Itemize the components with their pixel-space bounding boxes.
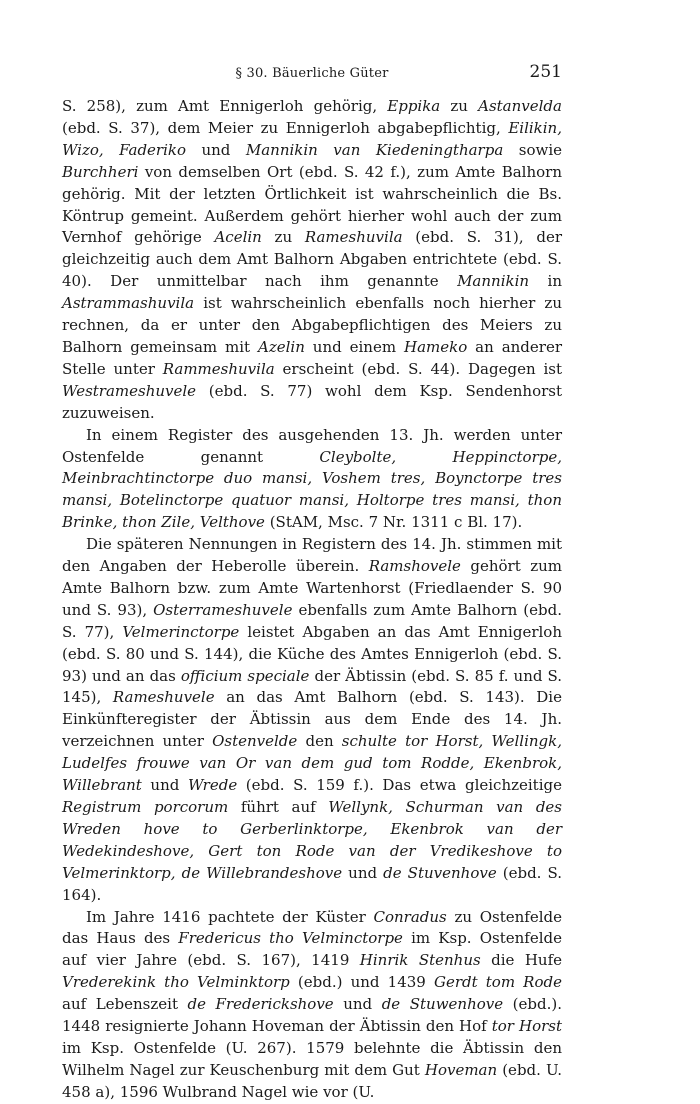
text-run: ist wahrscheinlich ebenfalls noch hierher zu rechnen, da er unter den Abgabepflichtigen des Meiers zu Balhorn gemeinsam mit	[62, 294, 562, 356]
text-run: an anderer Stelle unter	[62, 337, 562, 378]
text-run: (ebd.) und 1439	[289, 973, 434, 992]
italic-name: Eppika	[387, 97, 441, 115]
text-run: der Äbtissin (ebd. S. 85 f. und S. 145),	[62, 666, 562, 707]
text-run: führt auf	[228, 798, 329, 816]
italic-name: Ostenvelde	[212, 732, 298, 751]
italic-name: Rameshuvila	[304, 228, 403, 247]
text-run: ebenfalls zum Amte Balhorn (ebd. S. 77),	[62, 600, 562, 641]
italic-name: Astrammashuvila	[62, 294, 195, 313]
italic-name: Rameshuvele	[112, 688, 215, 707]
italic-name: Astanvelda	[478, 97, 562, 115]
italic-name: Mannikin	[457, 272, 530, 291]
italic-name: Fredericus tho Velminctorpe	[178, 929, 403, 948]
text-run: (ebd. S. 37), dem Meier zu Ennigerloh abgabepflichtig,	[62, 118, 509, 137]
italic-name: Wrede	[187, 776, 238, 795]
text-run: und	[186, 140, 246, 159]
italic-name: Conradus	[373, 907, 447, 926]
text-run: an das Amt Balhorn (ebd. S. 143). Die Einkünfteregister der Äbtissin aus dem Ende des 14. Jh. verzeichnen unter	[62, 688, 562, 751]
page-number: 251	[529, 62, 562, 82]
italic-name: Hameko	[404, 337, 468, 356]
italic-name: Acelin	[214, 228, 262, 247]
paragraph	[62, 907, 562, 1104]
book-page	[62, 62, 562, 1104]
paragraph	[62, 534, 562, 906]
text-run: Im Jahre 1416 pachtete der Küster	[86, 907, 374, 926]
italic-name: tor Horst	[491, 1017, 562, 1036]
text-run: (ebd. S. 31), der gleichzeitig auch dem Amt Balhorn Abgaben entrichtete (ebd. S. 40). Der unmittelbar nach ihm genannte	[62, 228, 562, 291]
italic-name: Cleybolte, Heppinctorpe, Meinbrachtinctorpe duo mansi, Voshem tres, Boynctorpe tres mansi, Botelinctorpe quatuor mansi, Holtorpe tres mansi, thon Brinke, thon Zile, Velthove	[62, 447, 563, 532]
italic-name: Burchheri	[62, 162, 139, 181]
text-run: die Hufe	[480, 951, 562, 970]
paragraph	[62, 425, 562, 535]
italic-name: Eilikin, Wizo, Faderiko	[62, 118, 562, 159]
text-run: zu Ostenfelde das Haus des	[62, 907, 562, 948]
text-run: zu	[261, 228, 305, 247]
text-run: den	[297, 732, 342, 751]
text-run: und einem	[304, 337, 404, 356]
text-run: gehört zum Amte Balhorn bzw. zum Amte Wartenhorst (Friedlaender S. 90 und S. 93),	[62, 557, 562, 619]
italic-name: Hinrik Stenhus	[359, 951, 481, 970]
text-run: S. 258), zum Amt Ennigerloh gehörig,	[62, 97, 388, 115]
text-run: und	[141, 776, 188, 795]
text-run: In einem Register des ausgehenden 13. Jh. werden unter Ostenfelde genannt	[62, 425, 562, 466]
italic-name: Mannikin van Kiedeningtharpa	[245, 140, 504, 159]
text-run: und	[333, 995, 382, 1014]
italic-name: Rammeshuvila	[162, 359, 275, 378]
text-run: von demselben Ort (ebd. S. 42 f.), zum Amte Balhorn gehörig. Mit der letzten Örtlichkeit ist wahrscheinlich die Bs. Köntrup gemeint. Außerdem gehört hierher wohl auch der zum Vernhof gehörige	[62, 162, 562, 247]
text-run: (ebd. S. 77) wohl dem Ksp. Sendenhorst zuzuweisen.	[62, 381, 562, 422]
italic-name: de Frederickshove	[187, 995, 334, 1014]
paragraph	[62, 96, 562, 425]
running-title: § 30. Bäuerliche Güter	[235, 66, 389, 81]
italic-name: de Stuwenhove	[381, 995, 504, 1014]
italic-name: de Stuvenhove	[383, 863, 497, 882]
italic-name: Wellynk, Schurman van des Wreden hove to Gerberlinktorpe, Ekenbrok van der Wedekindeshove, Gert ton Rode van der Vredikeshove to Velmerinktorp, de Willebrandeshove	[62, 798, 562, 882]
page-header	[62, 62, 562, 84]
text-run: in	[529, 272, 562, 291]
text-run: und	[342, 863, 384, 882]
text-run: auf Lebenszeit	[62, 995, 188, 1014]
text-run: (ebd.). 1448 resignierte Johann Hoveman der Äbtissin den Hof	[62, 995, 562, 1036]
text-run: (StAM, Msc. 7 Nr. 1311 c Bl. 17).	[264, 513, 523, 532]
italic-name: Gerdt tom Rode	[433, 973, 562, 992]
text-run: im Ksp. Ostenfelde auf vier Jahre (ebd. S. 167), 1419	[62, 929, 562, 970]
italic-name: Osterrameshuvele	[153, 600, 293, 619]
text-run: Die späteren Nennungen in Registern des 14. Jh. stimmen mit den Angaben der Heberolle überein.	[62, 535, 562, 576]
italic-name: Westrameshuvele	[62, 381, 197, 400]
italic-name: Registrum porcorum	[62, 798, 229, 816]
text-run: (ebd. S. 159 f.). Das etwa gleichzeitige	[237, 776, 562, 795]
text-run: sowie	[503, 140, 562, 159]
text-run: (ebd. S. 164).	[62, 863, 562, 904]
italic-name: schulte tor Horst, Wellingk, Ludelfes frouwe van Or van dem gud tom Rodde, Ekenbrok, Willebrant	[62, 732, 562, 795]
text-run: erscheint (ebd. S. 44). Dagegen ist	[274, 359, 562, 378]
italic-name: officium speciale	[180, 666, 310, 685]
text-run: leistet Abgaben an das Amt Ennigerloh (ebd. S. 80 und S. 144), die Küche des Amtes Ennigerloh (ebd. S. 93) und an das	[62, 622, 562, 685]
text-run: zu	[440, 97, 479, 115]
italic-name: Vrederekink tho Velminktorp	[62, 973, 290, 992]
text-run: im Ksp. Ostenfelde (U. 267). 1579 belehnte die Äbtissin den Wilhelm Nagel zur Keuschenburg mit dem Gut	[62, 1038, 562, 1079]
italic-name: Velmerinctorpe	[122, 622, 240, 641]
italic-name: Hoveman	[424, 1060, 498, 1079]
italic-name: Azelin	[258, 337, 305, 356]
text-run: (ebd. U. 458 a), 1596 Wulbrand Nagel wie vor (U.	[62, 1060, 562, 1101]
body-text	[62, 96, 562, 1104]
italic-name: Ramshovele	[368, 557, 461, 576]
